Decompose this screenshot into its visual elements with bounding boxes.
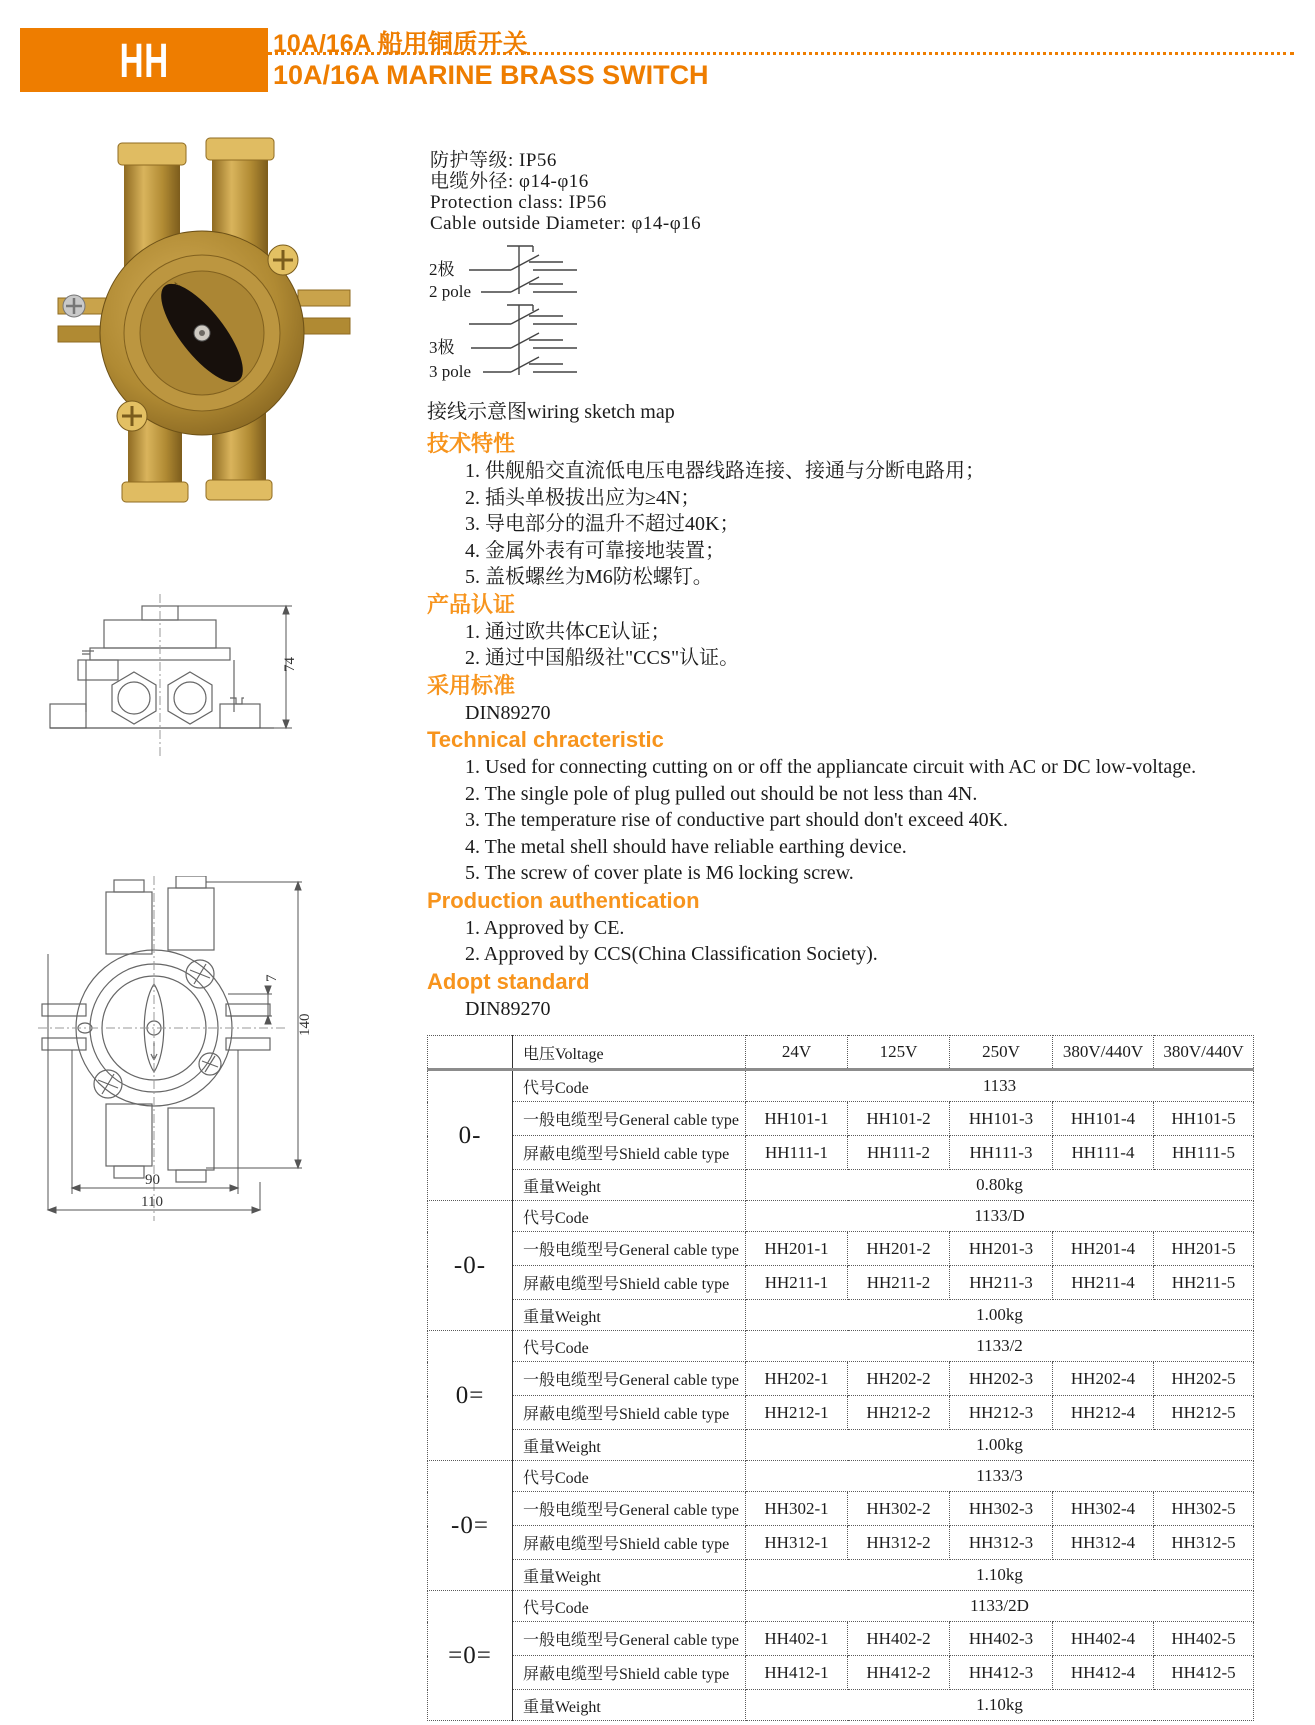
dimension-label-90: 90 — [145, 1172, 160, 1188]
model-cell: HH111-4 — [1053, 1136, 1154, 1170]
voltage-cell: 125V — [848, 1036, 950, 1070]
side-view-drawing — [42, 592, 308, 762]
model-cell: HH111-2 — [848, 1136, 950, 1170]
content-sections — [427, 430, 1207, 1022]
corner-cell — [428, 1036, 513, 1070]
code-label: 代号Code — [513, 1070, 746, 1102]
product-photo — [40, 130, 370, 510]
code-value: 1133/D — [746, 1201, 1254, 1232]
section-heading-cert-en: Production authentication — [427, 887, 700, 913]
switch-symbol-cell: -0- — [428, 1201, 513, 1331]
model-cell: HH402-1 — [746, 1622, 848, 1656]
model-cell: HH412-1 — [746, 1656, 848, 1690]
shield-label: 屏蔽电缆型号Shield cable type — [513, 1526, 746, 1560]
table-row — [428, 1430, 1254, 1461]
model-cell: HH212-5 — [1154, 1396, 1254, 1430]
model-cell: HH111-1 — [746, 1136, 848, 1170]
code-value: 1133/3 — [746, 1461, 1254, 1492]
pole2-label-en: 2 pole — [429, 282, 472, 301]
model-cell: HH212-2 — [848, 1396, 950, 1430]
table-row — [428, 1526, 1254, 1560]
section-item: DIN89270 — [465, 997, 551, 1020]
section-item: 1. 供舰船交直流低电压电器线路连接、接通与分断电路用； — [465, 460, 985, 482]
model-cell: HH211-3 — [950, 1266, 1053, 1300]
shield-label: 屏蔽电缆型号Shield cable type — [513, 1136, 746, 1170]
model-cell: HH101-4 — [1053, 1102, 1154, 1136]
model-table — [427, 1035, 1254, 1721]
section-item: 4. The metal shell should have reliable earthing device. — [465, 835, 907, 858]
spec-cable-zh: 电缆外径: φ14-φ16 — [430, 171, 589, 192]
model-cell: HH201-3 — [950, 1232, 1053, 1266]
dimension-label-7: 7 — [264, 974, 280, 982]
model-cell: HH402-4 — [1053, 1622, 1154, 1656]
model-cell: HH201-2 — [848, 1232, 950, 1266]
page-title-en: 10A/16A MARINE BRASS SWITCH — [273, 60, 709, 90]
table-row — [428, 1102, 1254, 1136]
shield-label: 屏蔽电缆型号Shield cable type — [513, 1656, 746, 1690]
section-item: 2. 通过中国船级社"CCS"认证。 — [465, 647, 740, 669]
earth-screw-left — [63, 295, 85, 317]
model-cell: HH101-2 — [848, 1102, 950, 1136]
table-row — [428, 1232, 1254, 1266]
model-cell: HH412-2 — [848, 1656, 950, 1690]
model-cell: HH402-3 — [950, 1622, 1053, 1656]
model-cell: HH312-2 — [848, 1526, 950, 1560]
brand-logo-text: HH — [119, 32, 169, 88]
section-item: 5. The screw of cover plate is M6 locking screw. — [465, 862, 854, 884]
code-value: 1133/2 — [746, 1331, 1254, 1362]
table-row — [428, 1560, 1254, 1591]
voltage-cell: 380V/440V — [1053, 1036, 1154, 1070]
model-cell: HH211-1 — [746, 1266, 848, 1300]
pole3-label-en: 3 pole — [429, 362, 472, 381]
code-label: 代号Code — [513, 1201, 746, 1232]
section-item: 1. Approved by CE. — [465, 916, 625, 939]
section-item: 2. The single pole of plug pulled out should be not less than 4N. — [465, 782, 978, 805]
section-heading-standard-zh: 采用标准 — [427, 672, 516, 698]
table-row — [428, 1362, 1254, 1396]
model-cell: HH211-4 — [1053, 1266, 1154, 1300]
model-cell: HH101-3 — [950, 1102, 1053, 1136]
wiring-diagram-2pole — [427, 240, 597, 302]
weight-label: 重量Weight — [513, 1430, 746, 1461]
pole3-label-zh: 3极 — [429, 338, 455, 357]
weight-label: 重量Weight — [513, 1170, 746, 1201]
model-cell: HH101-1 — [746, 1102, 848, 1136]
switch-symbol-cell: =0= — [428, 1591, 513, 1721]
weight-value: 1.00kg — [746, 1300, 1254, 1331]
table-row — [428, 1331, 1254, 1362]
section-item: DIN89270 — [465, 701, 551, 724]
general-label: 一般电缆型号General cable type — [513, 1102, 746, 1136]
table-row — [428, 1070, 1254, 1102]
section-heading-tech-en: Technical chracteristic — [427, 727, 664, 752]
model-cell: HH201-1 — [746, 1232, 848, 1266]
wiring-caption: 接线示意图wiring sketch map — [427, 401, 675, 423]
model-cell: HH312-5 — [1154, 1526, 1254, 1560]
dimension-label-74: 74 — [282, 657, 298, 672]
dimension-label-140: 140 — [297, 1013, 313, 1036]
model-cell: HH312-3 — [950, 1526, 1053, 1560]
voltage-cell: 250V — [950, 1036, 1053, 1070]
shield-label: 屏蔽电缆型号Shield cable type — [513, 1266, 746, 1300]
model-cell: HH302-3 — [950, 1492, 1053, 1526]
table-row — [428, 1461, 1254, 1492]
model-cell: HH201-5 — [1154, 1232, 1254, 1266]
switch-symbol-cell: 0= — [428, 1331, 513, 1461]
model-cell: HH312-4 — [1053, 1526, 1154, 1560]
switch-symbol-cell: 0- — [428, 1070, 513, 1201]
spec-cable-en: Cable outside Diameter: φ14-φ16 — [430, 213, 702, 234]
table-row — [428, 1591, 1254, 1622]
model-cell: HH202-4 — [1053, 1362, 1154, 1396]
table-row — [428, 1170, 1254, 1201]
section-item: 1. 通过欧共体CE认证； — [465, 620, 671, 643]
front-view-drawing — [28, 876, 328, 1221]
model-cell: HH412-3 — [950, 1656, 1053, 1690]
weight-label: 重量Weight — [513, 1300, 746, 1331]
table-row — [428, 1136, 1254, 1170]
model-cell: HH212-4 — [1053, 1396, 1154, 1430]
model-cell: HH201-4 — [1053, 1232, 1154, 1266]
model-cell: HH211-5 — [1154, 1266, 1254, 1300]
table-row — [428, 1690, 1254, 1721]
section-item: 1. Used for connecting cutting on or off the appliancate circuit with AC or DC low-voltage. — [465, 756, 1197, 778]
switch-symbol-cell: -0= — [428, 1461, 513, 1591]
model-cell: HH402-5 — [1154, 1622, 1254, 1656]
table-row — [428, 1266, 1254, 1300]
model-cell: HH202-1 — [746, 1362, 848, 1396]
table-row — [428, 1622, 1254, 1656]
voltage-label-cell: 电压Voltage — [513, 1036, 746, 1070]
model-cell: HH402-2 — [848, 1622, 950, 1656]
section-item: 4. 金属外表有可靠接地装置； — [465, 539, 725, 562]
model-cell: HH302-4 — [1053, 1492, 1154, 1526]
table-row — [428, 1492, 1254, 1526]
code-label: 代号Code — [513, 1461, 746, 1492]
voltage-cell: 380V/440V — [1154, 1036, 1254, 1070]
cover-screw-bottom-left — [117, 401, 147, 431]
model-cell: HH302-2 — [848, 1492, 950, 1526]
model-cell: HH302-1 — [746, 1492, 848, 1526]
model-cell: HH412-4 — [1053, 1656, 1154, 1690]
pole2-label-zh: 2极 — [429, 260, 455, 279]
code-value: 1133/2D — [746, 1591, 1254, 1622]
model-cell: HH312-1 — [746, 1526, 848, 1560]
model-cell: HH211-2 — [848, 1266, 950, 1300]
weight-value: 1.00kg — [746, 1430, 1254, 1461]
section-heading-tech-zh: 技术特性 — [427, 431, 516, 456]
general-label: 一般电缆型号General cable type — [513, 1492, 746, 1526]
section-item: 3. 导电部分的温升不超过40K； — [465, 513, 740, 535]
section-item: 2. 插头单极拔出应为≥4N； — [465, 486, 701, 509]
section-item: 2. Approved by CCS(China Classification Society). — [465, 943, 878, 965]
section-heading-standard-en: Adopt standard — [427, 968, 590, 994]
weight-label: 重量Weight — [513, 1560, 746, 1591]
dimension-label-110: 110 — [141, 1194, 163, 1210]
code-label: 代号Code — [513, 1591, 746, 1622]
cover-screw-top-right — [268, 245, 298, 275]
model-cell: HH101-5 — [1154, 1102, 1254, 1136]
shield-label: 屏蔽电缆型号Shield cable type — [513, 1396, 746, 1430]
model-cell: HH212-3 — [950, 1396, 1053, 1430]
weight-label: 重量Weight — [513, 1690, 746, 1721]
general-label: 一般电缆型号General cable type — [513, 1622, 746, 1656]
weight-value: 1.10kg — [746, 1560, 1254, 1591]
model-cell: HH202-5 — [1154, 1362, 1254, 1396]
section-item: 5. 盖板螺丝为M6防松螺钉。 — [465, 566, 713, 588]
model-cell: HH202-3 — [950, 1362, 1053, 1396]
general-label: 一般电缆型号General cable type — [513, 1362, 746, 1396]
code-label: 代号Code — [513, 1331, 746, 1362]
code-value: 1133 — [746, 1070, 1254, 1102]
spec-lines — [430, 150, 701, 234]
voltage-cell: 24V — [746, 1036, 848, 1070]
table-header-row — [428, 1036, 1254, 1070]
spec-protection-zh: 防护等级: IP56 — [430, 150, 557, 171]
table-row — [428, 1300, 1254, 1331]
general-label: 一般电缆型号General cable type — [513, 1232, 746, 1266]
mounting-tab-right — [298, 290, 350, 306]
table-row — [428, 1396, 1254, 1430]
model-cell: HH212-1 — [746, 1396, 848, 1430]
section-heading-cert-zh: 产品认证 — [427, 591, 516, 617]
weight-value: 1.10kg — [746, 1690, 1254, 1721]
brand-logo-block — [20, 28, 268, 92]
spec-protection-en: Protection class: IP56 — [430, 192, 607, 213]
weight-value: 0.80kg — [746, 1170, 1254, 1201]
model-cell: HH111-3 — [950, 1136, 1053, 1170]
wiring-diagram-3pole — [427, 300, 597, 384]
table-row — [428, 1656, 1254, 1690]
page-title-zh: 10A/16A 船用铜质开关 — [273, 30, 528, 58]
model-cell: HH302-5 — [1154, 1492, 1254, 1526]
model-cell: HH202-2 — [848, 1362, 950, 1396]
model-cell: HH111-5 — [1154, 1136, 1254, 1170]
section-item: 3. The temperature rise of conductive part should don't exceed 40K. — [465, 809, 1009, 831]
model-cell: HH412-5 — [1154, 1656, 1254, 1690]
table-row — [428, 1201, 1254, 1232]
